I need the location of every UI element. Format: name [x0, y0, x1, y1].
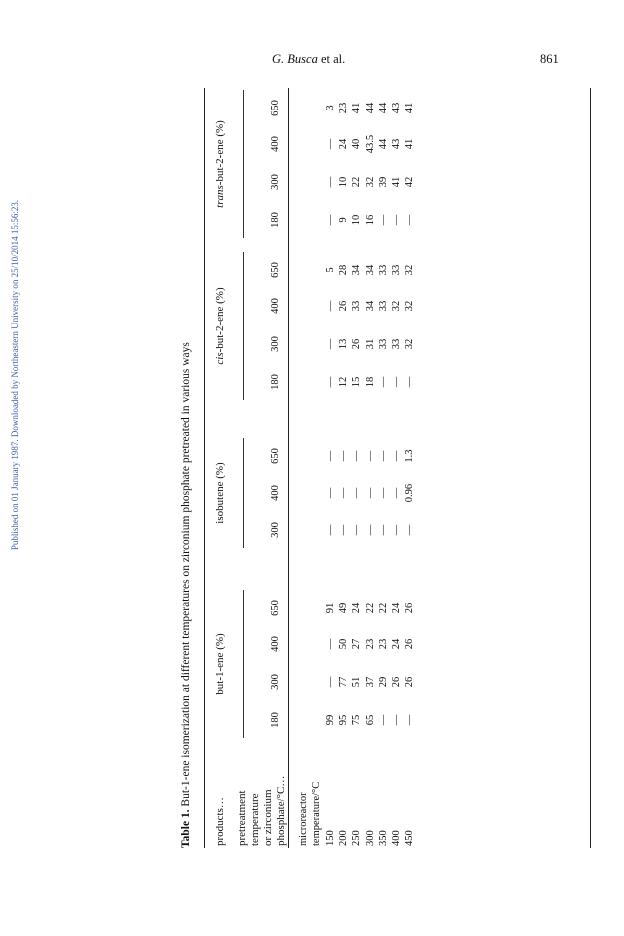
page-number: 861: [540, 52, 559, 66]
column-header: 400: [270, 298, 281, 314]
table-cell: 18: [364, 376, 376, 388]
column-header: 180: [270, 712, 281, 728]
table-cell: 37: [364, 676, 376, 688]
table-cell: 24: [391, 638, 402, 650]
row-temperature: 350: [377, 830, 389, 846]
table-cell: 33: [377, 338, 389, 350]
table-cell: 41: [391, 176, 402, 188]
table-cell: 0.96: [404, 483, 416, 503]
column-header: 650: [270, 100, 281, 116]
table-cell: 41: [404, 102, 416, 114]
table-cell: —: [391, 214, 402, 226]
group-rule-isobutene: [243, 438, 244, 548]
table-cell: 32: [404, 264, 416, 276]
table-cell: 43.5: [364, 134, 376, 154]
table-cell: —: [377, 376, 389, 388]
table-cell: 40: [351, 138, 363, 150]
row-temperature: 150: [325, 830, 336, 846]
group-label-trans-rest: -but-2-ene (%): [214, 120, 226, 186]
group-label-cis-rest: -but-2-ene (%): [214, 287, 226, 353]
table-cell: 22: [351, 176, 363, 188]
group-rule-cis-but-2-ene: [243, 252, 244, 400]
author-suffix: et al.: [317, 52, 346, 66]
pretreatment-header-1: pretreatment: [236, 790, 248, 846]
table-cell: 43: [391, 102, 402, 114]
group-rule-trans-but-2-ene: [243, 90, 244, 238]
table-cell: 91: [325, 602, 336, 614]
table-caption-text: But-1-ene isomerization at different temperatures on zirconium phosphate pretreated in various ways: [180, 342, 192, 810]
table-cell: 42: [404, 176, 416, 188]
group-label-trans: trans: [214, 185, 226, 208]
table-cell: 33: [391, 264, 402, 276]
table-cell: 32: [364, 176, 376, 188]
column-header: 650: [270, 600, 281, 616]
table-cell: 1.3: [404, 449, 416, 463]
table-cell: —: [338, 450, 350, 462]
table-cell: 33: [351, 300, 363, 312]
table-cell: —: [364, 487, 376, 499]
table-cell: 44: [364, 102, 376, 114]
table-cell: —: [377, 450, 389, 462]
table-cell: 39: [377, 176, 389, 188]
table-cell: 9: [338, 217, 350, 223]
table-cell: —: [364, 450, 376, 462]
table-cell: 27: [351, 638, 363, 650]
table-cell: 10: [351, 214, 363, 226]
table-cell: 5: [325, 267, 336, 273]
table-cell: 32: [404, 338, 416, 350]
table-cell: —: [377, 487, 389, 499]
table-cell: 31: [364, 338, 376, 350]
table-caption: [180, 342, 192, 848]
table-cell: —: [391, 487, 402, 499]
group-header-isobutene: isobutene (%): [214, 462, 226, 524]
table-cell: 22: [364, 602, 376, 614]
download-notice-text: Published on 01 January 1987. Downloaded by Northeastern University on 25/10/2014 15:56:23.: [10, 199, 20, 551]
column-header: 300: [270, 522, 281, 538]
pretreatment-header-4: phosphate/°C…: [275, 775, 287, 846]
row-temperature: 400: [391, 830, 402, 846]
table-cell: 15: [351, 376, 363, 388]
group-header-cis-but-2-ene: [214, 252, 226, 400]
table-cell: 51: [351, 676, 363, 688]
table-cell: —: [377, 524, 389, 536]
column-header: 650: [270, 448, 281, 464]
table-cell: 26: [351, 338, 363, 350]
table-cell: 77: [338, 676, 350, 688]
header-bottom-rule: [288, 88, 289, 848]
table-cell: —: [391, 376, 402, 388]
table-cell: 41: [404, 138, 416, 150]
table-cell: 23: [377, 638, 389, 650]
group-header-but-1-ene: but-1-ene (%): [214, 633, 226, 695]
table-cell: 32: [404, 300, 416, 312]
table-cell: 34: [364, 300, 376, 312]
table-cell: 26: [404, 602, 416, 614]
table-cell: —: [391, 524, 402, 536]
rotated-table: [180, 88, 600, 848]
table-cell: —: [325, 376, 336, 388]
table-cell: 16: [364, 214, 376, 226]
column-header: 650: [270, 262, 281, 278]
table-cell: —: [325, 450, 336, 462]
author-name: G. Busca: [272, 52, 318, 66]
table-cell: 23: [364, 638, 376, 650]
table-cell: 95: [338, 714, 350, 726]
column-header: 400: [270, 485, 281, 501]
group-header-trans-but-2-ene: [214, 90, 226, 238]
table-cell: —: [364, 524, 376, 536]
column-header: 180: [270, 374, 281, 390]
table-cell: —: [325, 338, 336, 350]
table-cell: —: [404, 214, 416, 226]
table-cell: —: [404, 714, 416, 726]
table-cell: —: [377, 714, 389, 726]
column-header: 300: [270, 674, 281, 690]
table-cell: —: [325, 176, 336, 188]
row-header-1: microreactor: [298, 792, 309, 846]
table-cell: —: [325, 138, 336, 150]
row-temperature: 250: [351, 830, 363, 846]
table-bottom-rule: [590, 88, 591, 848]
table-cell: 44: [377, 138, 389, 150]
table-cell: —: [325, 487, 336, 499]
pretreatment-header-2: temperature: [249, 793, 261, 846]
row-temperature: 450: [404, 830, 416, 846]
table-cell: 99: [325, 714, 336, 726]
row-temperature: 300: [364, 830, 376, 846]
column-header: 400: [270, 636, 281, 652]
table-cell: 26: [404, 638, 416, 650]
table-cell: —: [377, 214, 389, 226]
table-cell: 34: [351, 264, 363, 276]
table-cell: 29: [377, 676, 389, 688]
table-cell: 10: [338, 176, 350, 188]
table-cell: —: [338, 487, 350, 499]
table-cell: 26: [391, 676, 402, 688]
table-cell: 44: [377, 102, 389, 114]
table-cell: 26: [404, 676, 416, 688]
table-cell: 49: [338, 602, 350, 614]
pretreatment-header-3: or zirconium: [262, 789, 274, 846]
column-header: 300: [270, 174, 281, 190]
table-cell: 33: [377, 264, 389, 276]
table-cell: 3: [325, 105, 336, 111]
table-cell: 24: [351, 602, 363, 614]
table-cell: —: [338, 524, 350, 536]
table-cell: 22: [377, 602, 389, 614]
table-cell: 75: [351, 714, 363, 726]
table-cell: 24: [391, 602, 402, 614]
group-rule-but-1-ene: [243, 590, 244, 738]
table-cell: 65: [364, 714, 376, 726]
table-cell: 28: [338, 264, 350, 276]
table-cell: —: [325, 300, 336, 312]
row-header-2: temperature/°C: [311, 781, 322, 846]
table-cell: 24: [338, 138, 350, 150]
table-cell: 13: [338, 338, 350, 350]
table-caption-label: Table 1.: [180, 809, 192, 848]
table-cell: 34: [364, 264, 376, 276]
table-cell: 41: [351, 102, 363, 114]
column-header: 300: [270, 336, 281, 352]
products-header: products…: [214, 797, 226, 846]
table-cell: —: [325, 524, 336, 536]
group-label-cis: cis: [214, 352, 226, 365]
table-cell: 26: [338, 300, 350, 312]
table-cell: 32: [391, 300, 402, 312]
table-cell: —: [351, 524, 363, 536]
table-cell: 50: [338, 638, 350, 650]
table-cell: 23: [338, 102, 350, 114]
table-top-rule: [204, 88, 205, 848]
table-cell: 43: [391, 138, 402, 150]
table-cell: —: [391, 450, 402, 462]
table-cell: —: [325, 676, 336, 688]
table-cell: —: [391, 714, 402, 726]
table-cell: 33: [391, 338, 402, 350]
table-cell: —: [325, 214, 336, 226]
table-cell: 33: [377, 300, 389, 312]
row-temperature: 200: [338, 830, 350, 846]
table-cell: —: [325, 638, 336, 650]
table-cell: —: [351, 487, 363, 499]
table-cell: —: [351, 450, 363, 462]
column-header: 400: [270, 136, 281, 152]
table-cell: —: [404, 376, 416, 388]
table-cell: —: [404, 524, 416, 536]
running-head: [272, 52, 345, 67]
column-header: 180: [270, 212, 281, 228]
download-notice: [8, 160, 22, 590]
table-cell: 12: [338, 376, 350, 388]
